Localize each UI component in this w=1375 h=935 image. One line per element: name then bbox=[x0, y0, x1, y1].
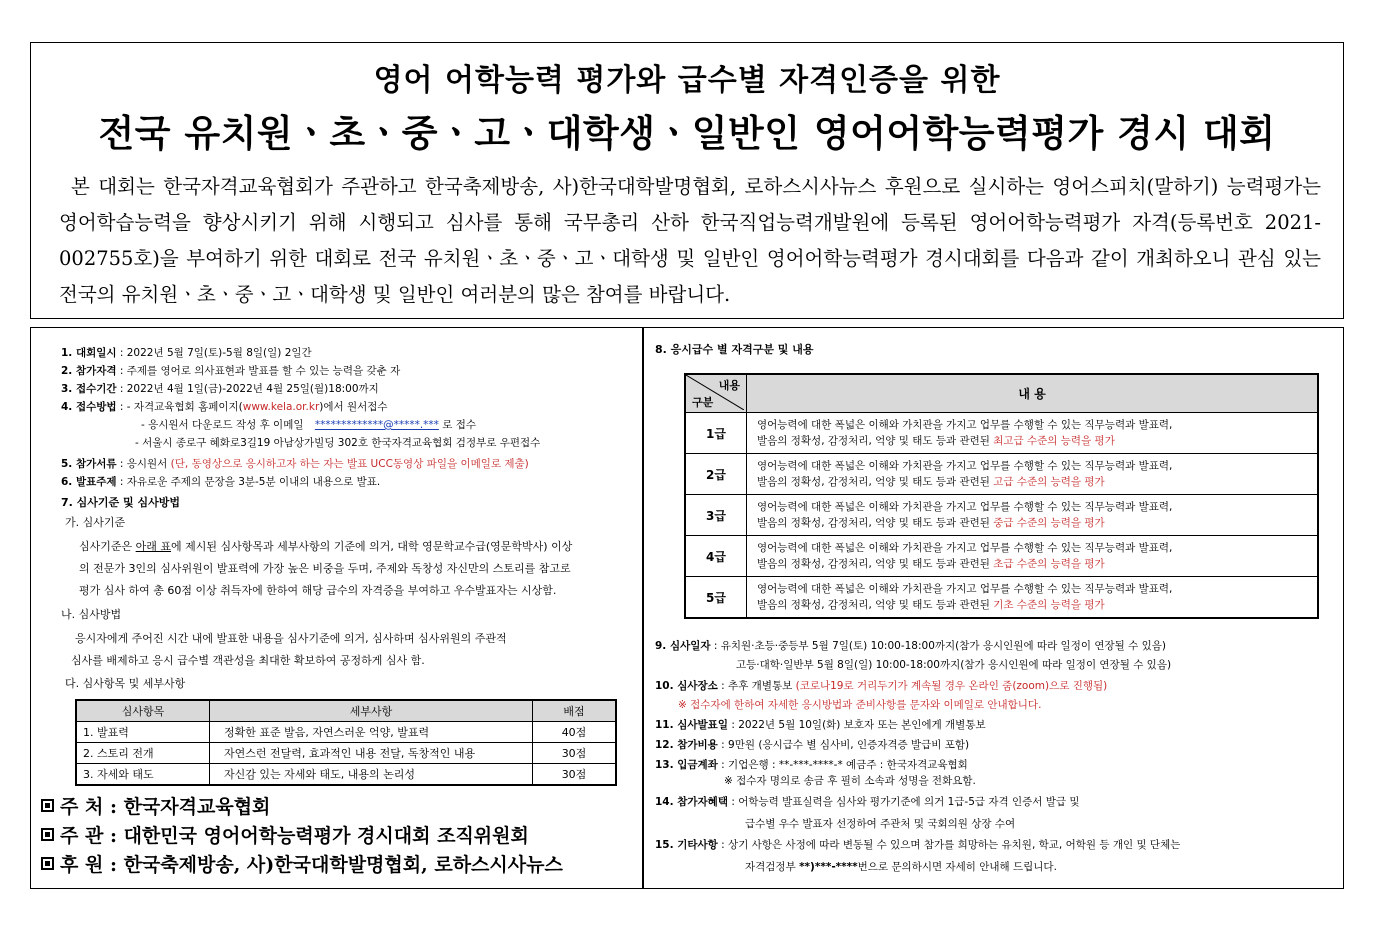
table-cell: 1. 발표력 bbox=[76, 722, 210, 743]
item-7-a-line-1 bbox=[79, 536, 572, 558]
table-header-cell: 심사항목 bbox=[76, 700, 210, 722]
item-13 bbox=[655, 757, 968, 775]
item-4-label: 4. 접수방법 bbox=[61, 401, 117, 413]
organizer-sponsor bbox=[41, 850, 563, 877]
item-1 bbox=[61, 345, 312, 363]
item-4-line-3: - 서울시 종로구 혜화로3길19 아남상가빌딩 302호 한국자격교육협회 검정부로 우편접수 bbox=[135, 437, 541, 449]
organizer-host-value: 한국자격교육협회 bbox=[123, 796, 271, 818]
title-line-1: 영어 어학능력 평가와 급수별 자격인증을 위한 bbox=[373, 63, 1001, 98]
item-1-value: : 2022년 5월 7일(토)-5월 8일(일) 2일간 bbox=[119, 347, 312, 359]
grade-description-cell bbox=[747, 536, 1319, 577]
item-12-value: : 9만원 (응시급수 별 심사비, 인증자격증 발급비 포함) bbox=[721, 739, 970, 751]
item-3-label: 3. 접수기간 bbox=[61, 383, 117, 395]
table-row bbox=[76, 722, 616, 743]
item-4-line2-suffix: 로 접수 bbox=[442, 419, 477, 431]
right-panel bbox=[643, 327, 1344, 889]
grade-emphasis: 고급 수준의 능력을 평가 bbox=[993, 476, 1105, 488]
item-5-note: (단, 동영상으로 응시하고자 하는 자는 발표 UCC동영상 파일을 이메일로 제출) bbox=[170, 458, 529, 470]
organizer-host bbox=[41, 792, 270, 819]
judging-criteria-table bbox=[75, 699, 617, 786]
left-panel bbox=[30, 327, 643, 889]
grade-desc-line-2 bbox=[757, 433, 1307, 449]
item-8-label: 8. 응시급수 별 자격구분 및 내용 bbox=[655, 343, 814, 356]
item-1-label: 1. 대회일시 bbox=[61, 347, 117, 359]
item-7-a-line-2: 의 전문가 3인의 심사위원이 발표력에 가장 높은 비중을 두며, 주제와 독창성 자신만의 스토리를 참고로 bbox=[79, 562, 571, 575]
item-5-value: : 응시원서 bbox=[119, 458, 168, 470]
organizer-manager bbox=[41, 821, 529, 848]
title-line-2: 전국 유치원ㆍ초ㆍ중ㆍ고ㆍ대학생ㆍ일반인 영어어학능력평가 경시 대회 bbox=[98, 112, 1276, 155]
item-7-b-line-1: 응시자에게 주어진 시간 내에 발표한 내용을 심사기준에 의거, 심사하며 심사위원의 주관적 bbox=[75, 632, 507, 645]
item-15-label: 15. 기타사항 bbox=[655, 839, 718, 851]
corner-top-label: 내용 bbox=[718, 379, 740, 392]
grade-description-cell bbox=[747, 454, 1319, 495]
table-row bbox=[685, 495, 1318, 536]
item-5-label: 5. 참가서류 bbox=[61, 458, 117, 470]
item-4-line1-prefix: : - 자격교육협회 홈페이지( bbox=[119, 401, 243, 413]
item-2-value: : 주제를 영어로 의사표현과 발표를 할 수 있는 능력을 갖춘 자 bbox=[119, 365, 401, 377]
item-14-line-2: 급수별 우수 발표자 선정하여 주관처 및 국회의원 상장 수여 bbox=[745, 818, 1016, 830]
grade-desc-line-2 bbox=[757, 474, 1307, 490]
grade-description-cell bbox=[747, 577, 1319, 619]
item-10-value: : 추후 개별통보 bbox=[721, 680, 793, 692]
grade-desc-common: 발음의 정확성, 감정처리, 억양 및 태도 등과 관련된 bbox=[757, 517, 990, 529]
item-7-a-underline: 아래 표 bbox=[135, 540, 172, 553]
organizer-manager-value: 대한민국 영어어학능력평가 경시대회 조직위원회 bbox=[123, 825, 529, 847]
item-12 bbox=[655, 737, 969, 755]
item-7-label: 7. 심사기준 및 심사방법 bbox=[61, 496, 180, 509]
item-6-label: 6. 발표주제 bbox=[61, 476, 117, 488]
item-4-line2-prefix: - 응시원서 다운로드 작성 후 이메일 bbox=[141, 419, 304, 431]
grade-desc-line-2 bbox=[757, 556, 1307, 572]
item-4 bbox=[61, 399, 388, 417]
table-cell: 30점 bbox=[533, 764, 617, 786]
intro-paragraph: 본 대회는 한국자격교육협회가 주관하고 한국축제방송, 사)한국대학발명협회, 로하스시사뉴스 후원으로 실시하는 영어스피치(말하기) 능력평가는 영어학습능력을 향상시키기 위해 시행되고 심사를 통해 국무총리 산하 한국직업능력개발원에 등록된 영어어학능력평가 자격(등록번호 2021-002755호)을 부여하기 위한 대회로 전국 유치원ㆍ초ㆍ중ㆍ고ㆍ대학생 및 일반인 영어어학능력평가 경시대회를 다음과 같이 개최하오니 관심 있는 전국의 유치원ㆍ초ㆍ중ㆍ고ㆍ대학생 및 일반인 여러분의 많은 참여를 바랍니다. bbox=[59, 175, 1321, 306]
item-9 bbox=[655, 638, 1166, 656]
grade-desc-line-1: 영어능력에 대한 폭넓은 이해와 가치관을 가지고 업무를 수행할 수 있는 직무능력과 발표력, bbox=[757, 501, 1173, 513]
square-bullet-icon bbox=[41, 857, 54, 870]
item-9-label: 9. 심사일자 bbox=[655, 640, 711, 652]
item-15-line2-prefix: 자격검정부 bbox=[745, 861, 796, 873]
grade-desc-line-1: 영어능력에 대한 폭넓은 이해와 가치관을 가지고 업무를 수행할 수 있는 직무능력과 발표력, bbox=[757, 419, 1173, 431]
table-cell: 자연스런 전달력, 효과적인 내용 전달, 독창적인 내용 bbox=[210, 743, 533, 764]
table-cell: 2. 스토리 전개 bbox=[76, 743, 210, 764]
item-11 bbox=[655, 717, 986, 735]
item-14-label: 14. 참가자혜택 bbox=[655, 796, 728, 808]
item-6-value: : 자유로운 주제의 문장을 3분-5분 이내의 내용으로 발표. bbox=[119, 476, 381, 488]
homepage-link[interactable]: www.kela.or.kr bbox=[242, 401, 320, 413]
corner-bottom-label: 구분 bbox=[692, 396, 714, 409]
table-header-row bbox=[685, 374, 1318, 413]
grade-emphasis: 초급 수준의 능력을 평가 bbox=[993, 558, 1105, 570]
grade-level-cell: 1급 bbox=[685, 413, 747, 454]
item-11-label: 11. 심사발표일 bbox=[655, 719, 728, 731]
item-15-line2-suffix: 번으로 문의하시면 자세히 안내해 드립니다. bbox=[857, 861, 1057, 873]
grade-desc-line-2 bbox=[757, 597, 1307, 613]
table-row bbox=[685, 413, 1318, 454]
item-7-c-title: 다. 심사항목 및 세부사항 bbox=[65, 677, 186, 690]
item-3 bbox=[61, 381, 379, 399]
item-13-line-2: ※ 접수자 명의로 송금 후 필히 소속과 성명을 전화요함. bbox=[724, 775, 976, 787]
item-15-value: : 상기 사항은 사정에 따라 변동될 수 있으며 참가를 희망하는 유치원, 학교, 어학원 등 개인 및 단체는 bbox=[721, 839, 1181, 851]
item-7-a-line-3: 평가 심사 하여 총 60점 이상 취득자에 한하여 해당 급수의 자격증을 부여하고 우수발표자는 시상함. bbox=[79, 584, 557, 597]
item-14 bbox=[655, 794, 1080, 812]
item-13-label: 13. 입금계좌 bbox=[655, 759, 718, 771]
email-link[interactable]: *************@*****.*** bbox=[314, 419, 439, 431]
table-row bbox=[685, 454, 1318, 495]
grade-level-cell: 4급 bbox=[685, 536, 747, 577]
table-row bbox=[685, 577, 1318, 619]
table-cell: 자신감 있는 자세와 태도, 내용의 논리성 bbox=[210, 764, 533, 786]
item-10-line-2: ※ 접수자에 한하여 자세한 응시방법과 준비사항를 문자와 이메일로 안내합니다. bbox=[678, 699, 1042, 711]
square-bullet-icon bbox=[41, 799, 54, 812]
table-cell: 30점 bbox=[533, 743, 617, 764]
table-header-cell: 내 용 bbox=[747, 374, 1319, 413]
item-4-line-2 bbox=[141, 417, 476, 435]
table-cell: 정확한 표준 발음, 자연스러운 억양, 발표력 bbox=[210, 722, 533, 743]
grade-level-cell: 3급 bbox=[685, 495, 747, 536]
organizer-sponsor-label: 후 원 : bbox=[60, 854, 117, 876]
table-header-cell: 배점 bbox=[533, 700, 617, 722]
item-9-line1: : 유치원·초등·중등부 5월 7일(토) 10:00-18:00까지(참가 응시인원에 따라 일정이 연장될 수 있음) bbox=[713, 640, 1166, 652]
item-12-label: 12. 참가비용 bbox=[655, 739, 718, 751]
grade-emphasis: 최고급 수준의 능력을 평가 bbox=[993, 435, 1115, 447]
grade-emphasis: 기초 수준의 능력을 평가 bbox=[993, 599, 1105, 611]
item-4-line1-suffix: )에서 원서접수 bbox=[319, 401, 388, 413]
table-row bbox=[76, 764, 616, 786]
grade-desc-common: 발음의 정확성, 감정처리, 억양 및 태도 등과 관련된 bbox=[757, 435, 990, 447]
table-row bbox=[685, 536, 1318, 577]
grade-description-cell bbox=[747, 495, 1319, 536]
grade-description-cell bbox=[747, 413, 1319, 454]
square-bullet-icon bbox=[41, 828, 54, 841]
organizer-sponsor-value: 한국축제방송, 사)한국대학발명협회, 로하스시사뉴스 bbox=[123, 854, 563, 876]
organizer-host-label: 주 처 : bbox=[60, 796, 117, 818]
grade-table bbox=[684, 373, 1319, 619]
item-2 bbox=[61, 363, 400, 381]
grade-desc-common: 발음의 정확성, 감정처리, 억양 및 태도 등과 관련된 bbox=[757, 558, 990, 570]
table-cell: 40점 bbox=[533, 722, 617, 743]
item-15-line-2 bbox=[745, 859, 1057, 877]
item-3-value: : 2022년 4월 1일(금)-2022년 4월 25일(월)18:00까지 bbox=[119, 383, 379, 395]
grade-desc-line-1: 영어능력에 대한 폭넓은 이해와 가치관을 가지고 업무를 수행할 수 있는 직무능력과 발표력, bbox=[757, 583, 1173, 595]
item-7-b-title: 나. 심사방법 bbox=[61, 608, 122, 621]
item-2-label: 2. 참가자격 bbox=[61, 365, 117, 377]
grade-level-cell: 5급 bbox=[685, 577, 747, 619]
table-corner-cell bbox=[685, 374, 747, 413]
item-10-note: (코로나19로 거리두기가 계속될 경우 온라인 줌(zoom)으로 진행됨) bbox=[795, 680, 1108, 692]
item-13-value: : 기업은행 : **-***-****-* 예금주 : 한국자격교육협회 bbox=[721, 759, 968, 771]
item-7-a-title: 가. 심사기준 bbox=[65, 516, 126, 529]
grade-emphasis: 중급 수준의 능력을 평가 bbox=[993, 517, 1105, 529]
item-7-b-line-2: 심사를 배제하고 응시 급수별 객관성을 최대한 확보하여 공정하게 심사 함. bbox=[71, 654, 425, 667]
grade-desc-common: 발음의 정확성, 감정처리, 억양 및 태도 등과 관련된 bbox=[757, 476, 990, 488]
item-6 bbox=[61, 474, 380, 492]
grade-desc-common: 발음의 정확성, 감정처리, 억양 및 태도 등과 관련된 bbox=[757, 599, 990, 611]
item-5 bbox=[61, 456, 529, 474]
grade-desc-line-2 bbox=[757, 515, 1307, 531]
table-header-cell: 세부사항 bbox=[210, 700, 533, 722]
grade-desc-line-1: 영어능력에 대한 폭넓은 이해와 가치관을 가지고 업무를 수행할 수 있는 직무능력과 발표력, bbox=[757, 460, 1173, 472]
table-cell: 3. 자세와 태도 bbox=[76, 764, 210, 786]
phone-number: **)***-**** bbox=[799, 861, 858, 873]
table-row bbox=[76, 743, 616, 764]
item-10 bbox=[655, 678, 1107, 696]
grade-level-cell: 2급 bbox=[685, 454, 747, 495]
item-10-label: 10. 심사장소 bbox=[655, 680, 718, 692]
item-9-line-2: 고등·대학·일반부 5월 8일(일) 10:00-18:00까지(참가 응시인원에 따라 일정이 연장될 수 있음) bbox=[736, 659, 1172, 671]
header-box bbox=[30, 42, 1344, 319]
item-11-value: : 2022년 5월 10일(화) 보호자 또는 본인에게 개별통보 bbox=[731, 719, 986, 731]
table-header-row bbox=[76, 700, 616, 722]
item-14-value: : 어학능력 발표실력을 심사와 평가기준에 의거 1급-5급 자격 인증서 발급 및 bbox=[731, 796, 1080, 808]
grade-desc-line-1: 영어능력에 대한 폭넓은 이해와 가치관을 가지고 업무를 수행할 수 있는 직무능력과 발표력, bbox=[757, 542, 1173, 554]
organizer-manager-label: 주 관 : bbox=[60, 825, 117, 847]
item-7-a-line1-prefix: 심사기준은 bbox=[79, 540, 133, 553]
item-7-a-line1-suffix: 에 제시된 심사항목과 세부사항의 기준에 의거, 대학 영문학교수급(영문학박사) 이상 bbox=[171, 540, 573, 553]
item-15 bbox=[655, 837, 1180, 855]
